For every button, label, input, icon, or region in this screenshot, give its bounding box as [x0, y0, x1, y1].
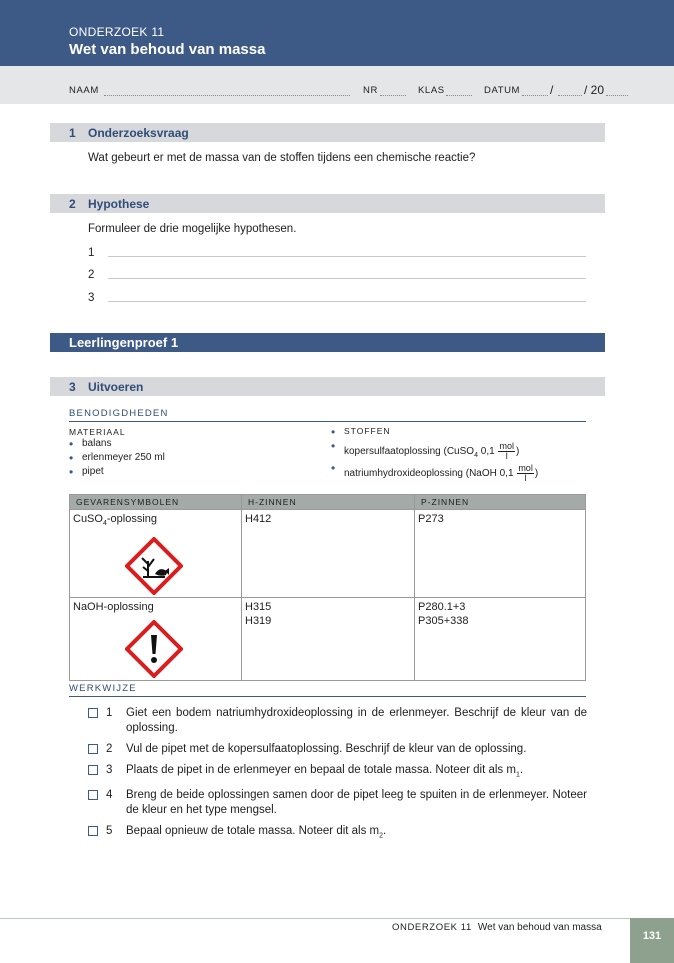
- nr-label: NR: [363, 85, 378, 96]
- substance-cell: NaOH-oplossing: [70, 598, 242, 681]
- exclamation-hazard-icon: [125, 620, 183, 678]
- page-number: 131: [630, 918, 674, 963]
- procedure-steps: [88, 706, 587, 850]
- date-year-prefix: / 20: [584, 83, 605, 97]
- klas-label: KLAS: [418, 85, 445, 96]
- step-checkbox[interactable]: [88, 826, 98, 836]
- hypothesis-instruction: Formuleer de drie mogelijke hypothesen.: [88, 223, 297, 235]
- environment-hazard-icon: [125, 537, 183, 595]
- unit-fraction: $\frac{\text{mol}}{l}$: [499, 441, 514, 461]
- naam-label: NAAM: [69, 85, 99, 96]
- stof2-text: natriumhydroxideoplossing (NaOH 0,1: [344, 468, 517, 480]
- hypothesis-answer-line-3[interactable]: [108, 301, 586, 302]
- werkwijze-heading: WERKWIJZE: [69, 683, 586, 697]
- naam-field[interactable]: [104, 95, 350, 96]
- table-row: [70, 598, 586, 681]
- section-uitvoeren: [50, 377, 605, 396]
- hazard-table: [69, 494, 586, 681]
- step-checkbox[interactable]: [88, 744, 98, 754]
- page-header: [0, 0, 674, 66]
- footer-kicker: ONDERZOEK 11: [392, 922, 472, 933]
- section-title: Onderzoeksvraag: [88, 126, 189, 140]
- stof1-concentration: 0,1: [477, 446, 498, 458]
- hypothesis-number: 1: [88, 247, 95, 259]
- stoffen-label-item: [331, 426, 591, 440]
- running-footer: [392, 922, 602, 933]
- h-zinnen-cell: H315 H319: [242, 598, 415, 681]
- research-question: Wat gebeurt er met de massa van de stoffen tijdens een chemische reactie?: [88, 152, 476, 164]
- materiaal-label: MATERIAAL: [69, 427, 126, 437]
- datum-year-field[interactable]: [606, 95, 628, 96]
- benodigdheden-heading: BENODIGDHEDEN: [69, 408, 586, 422]
- leerlingenproef-banner: [50, 333, 605, 352]
- stof1-text: kopersulfaatoplossing (CuSO: [344, 446, 475, 458]
- page-title: Wet van behoud van massa: [69, 41, 266, 58]
- p-zinnen-cell: P273: [415, 510, 586, 598]
- footer-divider: [0, 918, 630, 919]
- table-row: [70, 510, 586, 598]
- column-header: GEVARENSYMBOLEN: [70, 495, 242, 510]
- table-header-row: [70, 495, 586, 510]
- hypothesis-answer-line-1[interactable]: [108, 256, 586, 257]
- datum-month-field[interactable]: [558, 95, 582, 96]
- list-item: • pipet: [69, 466, 165, 480]
- procedure-step: 3 Plaats de pipet in de erlenmeyer en bepaal de totale massa. Noteer dit als $m_1$.: [88, 763, 587, 782]
- unit-fraction: $\frac{\text{mol}}{l}$: [518, 463, 533, 483]
- column-header: H-ZINNEN: [242, 495, 415, 510]
- student-info-bar: [0, 66, 674, 104]
- section-hypothese: [50, 194, 605, 213]
- section-number: 1: [69, 126, 76, 140]
- datum-day-field[interactable]: [522, 95, 548, 96]
- footer-title: Wet van behoud van massa: [477, 922, 602, 933]
- section-title: Uitvoeren: [88, 380, 144, 394]
- procedure-step: 1 Giet een bodem natriumhydroxideoplossing in de erlenmeyer. Beschrijf de kleur van de oplossing.: [88, 706, 587, 736]
- section-number: 3: [69, 380, 76, 394]
- stof1-subscript: 4: [474, 452, 478, 460]
- substance-cell: CuSO$_4$-oplossing: [70, 510, 242, 598]
- header-kicker: ONDERZOEK 11: [69, 25, 165, 39]
- list-item: • balans: [69, 438, 165, 452]
- hypothesis-number: 2: [88, 269, 95, 281]
- list-item: • kopersulfaatoplossing (CuSO$_4$ 0,1 $\frac{\text{mol}}{l}$ ): [331, 440, 591, 462]
- date-separator: /: [550, 83, 554, 97]
- procedure-step: 4 Breng de beide oplossingen samen door de pipet leeg te spuiten in de erlenmeyer. Noteer de kleur en het type mengsel.: [88, 788, 587, 818]
- list-item: • natriumhydroxideoplossing (NaOH 0,1 $\frac{\text{mol}}{l}$ ): [331, 462, 591, 484]
- hypothesis-number: 3: [88, 292, 95, 304]
- step-checkbox[interactable]: [88, 708, 98, 718]
- section-number: 2: [69, 197, 76, 211]
- nr-field[interactable]: [380, 95, 406, 96]
- step-checkbox[interactable]: [88, 765, 98, 775]
- datum-label: DATUM: [484, 85, 521, 96]
- column-header: P-ZINNEN: [415, 495, 586, 510]
- hypothesis-answer-line-2[interactable]: [108, 278, 586, 279]
- h-zinnen-cell: H412: [242, 510, 415, 598]
- klas-field[interactable]: [446, 95, 472, 96]
- leerlingenproef-title: Leerlingenproef 1: [69, 335, 179, 350]
- stoffen-list: [331, 426, 591, 484]
- p-zinnen-cell: P280.1+3 P305+338: [415, 598, 586, 681]
- procedure-step: 5 Bepaal opnieuw de totale massa. Noteer dit als $m_2$.: [88, 824, 587, 843]
- step-checkbox[interactable]: [88, 790, 98, 800]
- list-item: • erlenmeyer 250 ml: [69, 452, 165, 466]
- section-onderzoeksvraag: [50, 123, 605, 142]
- procedure-step: 2 Vul de pipet met de kopersulfaatoplossing. Beschrijf de kleur van de oplossing.: [88, 742, 587, 757]
- section-title: Hypothese: [88, 197, 150, 211]
- stoffen-label: STOFFEN: [344, 426, 391, 436]
- materiaal-list: [69, 438, 165, 480]
